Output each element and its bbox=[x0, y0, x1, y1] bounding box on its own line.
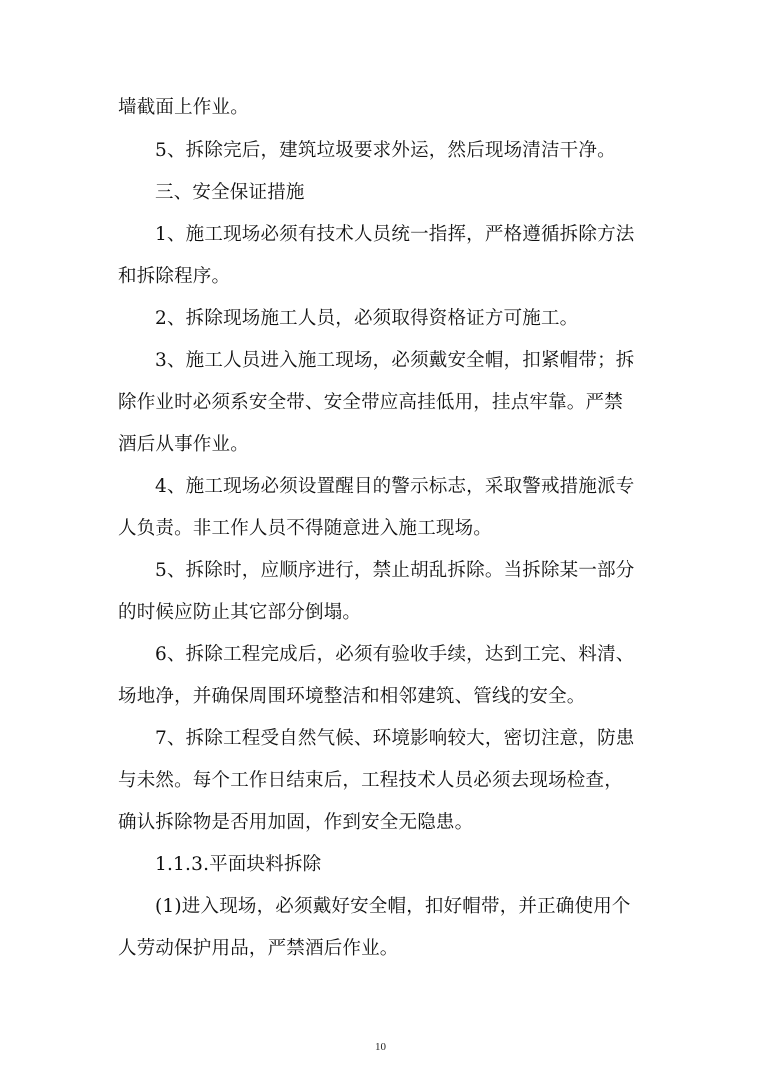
text-line: 5、拆除时，应顺序进行，禁止胡乱拆除。当拆除某一部分 bbox=[155, 560, 635, 581]
text-line: 与未然。每个工作日结束后，工程技术人员必须去现场检查， bbox=[118, 770, 623, 791]
text-line: 1、施工现场必须有技术人员统一指挥，严格遵循拆除方法 bbox=[155, 224, 635, 245]
text-line: 确认拆除物是否用加固，作到安全无隐患。 bbox=[118, 812, 474, 833]
text-line: 和拆除程序。 bbox=[118, 266, 231, 287]
section-heading: 三、安全保证措施 bbox=[155, 182, 305, 203]
text-line: 酒后从事作业。 bbox=[118, 434, 249, 455]
text-line: 2、拆除现场施工人员，必须取得资格证方可施工。 bbox=[155, 308, 579, 329]
text-line: 场地净，并确保周围环境整洁和相邻建筑、管线的安全。 bbox=[118, 686, 586, 707]
text-line: 的时候应防止其它部分倒塌。 bbox=[118, 602, 362, 623]
text-line: 人负责。非工作人员不得随意进入施工现场。 bbox=[118, 518, 493, 539]
subsection-heading: 1.1.3.平面块料拆除 bbox=[155, 854, 322, 875]
text-line: (1)进入现场，必须戴好安全帽，扣好帽带，并正确使用个 bbox=[155, 896, 631, 917]
text-line: 除作业时必须系安全带、安全带应高挂低用，挂点牢靠。严禁 bbox=[118, 392, 623, 413]
text-line: 人劳动保护用品，严禁酒后作业。 bbox=[118, 938, 399, 959]
text-line: 3、施工人员进入施工现场，必须戴安全帽，扣紧帽带；拆 bbox=[155, 350, 635, 371]
page-number: 10 bbox=[375, 1041, 386, 1053]
text-line: 6、拆除工程完成后，必须有验收手续，达到工完、料清、 bbox=[155, 644, 635, 665]
text-line: 4、施工现场必须设置醒目的警示标志，采取警戒措施派专 bbox=[155, 476, 635, 497]
text-line: 墙截面上作业。 bbox=[118, 97, 249, 118]
text-line: 5、拆除完后，建筑垃圾要求外运，然后现场清洁干净。 bbox=[155, 140, 616, 161]
text-line: 7、拆除工程受自然气候、环境影响较大，密切注意，防患 bbox=[155, 728, 635, 749]
